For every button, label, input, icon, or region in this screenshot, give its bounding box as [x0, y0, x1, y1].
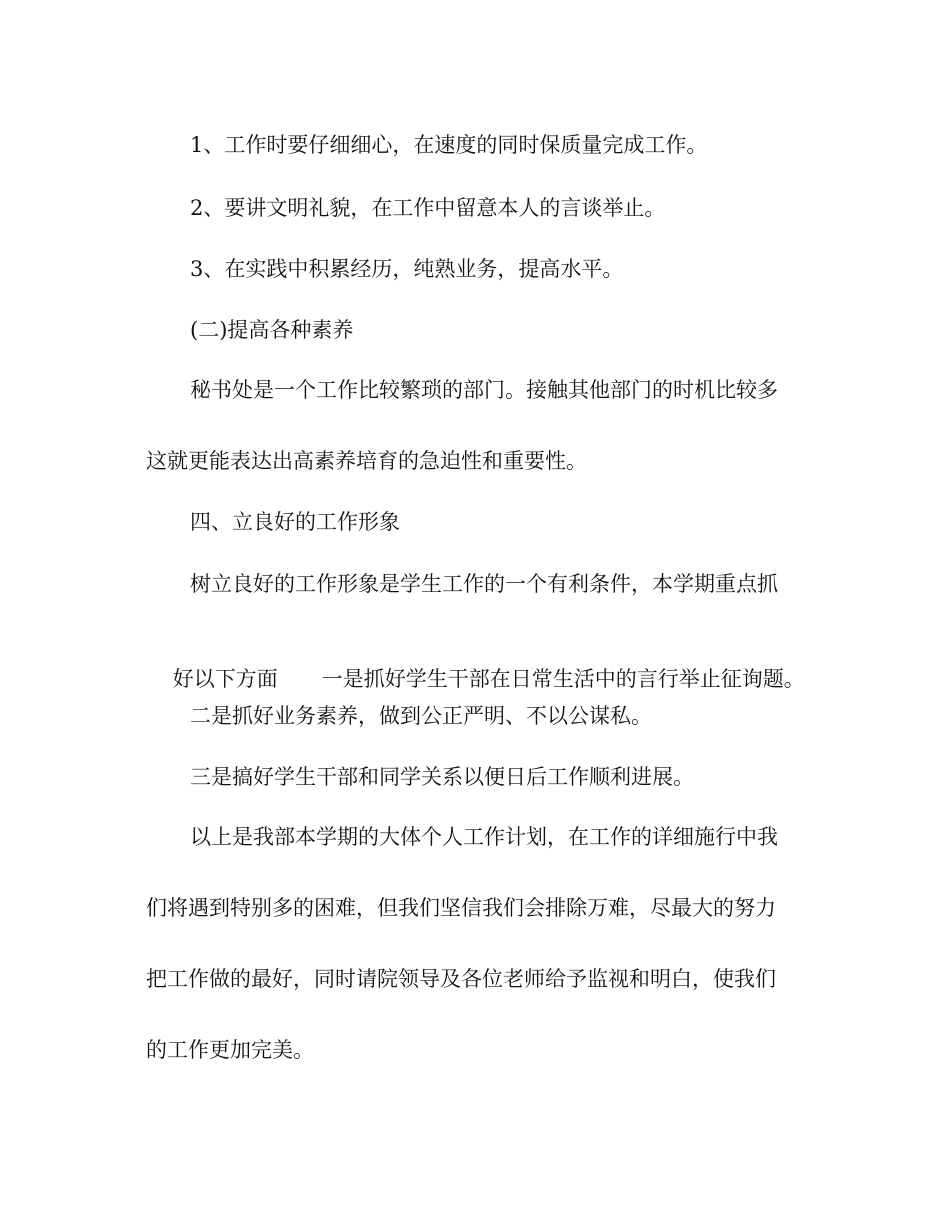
- paragraph-line: 树立良好的工作形象是学生工作的一个有利条件，本学期重点抓: [190, 572, 778, 596]
- paragraph-line: 们将遇到特别多的困难，但我们坚信我们会排除万难，尽最大的努力: [146, 896, 776, 920]
- section-heading: (二)提高各种素养: [190, 318, 354, 342]
- paragraph-line: 秘书处是一个工作比较繁琐的部门。接触其他部门的时机比较多: [190, 378, 778, 402]
- paragraph-line: 1、工作时要仔细细心，在速度的同时保质量完成工作。: [190, 133, 708, 157]
- paragraph-line: 三是搞好学生干部和同学关系以便日后工作顺利进展。: [190, 765, 694, 789]
- paragraph-line: 2、要讲文明礼貌，在工作中留意本人的言谈举止。: [190, 196, 666, 220]
- paragraph-line: 把工作做的最好，同时请院领导及各位老师给予监视和明白，使我们: [146, 967, 776, 991]
- section-heading: 四、立良好的工作形象: [190, 510, 400, 534]
- paragraph-segment: 一是抓好学生干部在日常生活中的言行举止征询题。: [321, 667, 805, 691]
- paragraph-line: 的工作更加完美。: [146, 1038, 314, 1062]
- paragraph-line: 这就更能表达出高素养培育的急迫性和重要性。: [146, 449, 587, 473]
- paragraph-segment: 好以下方面: [172, 667, 278, 691]
- paragraph-line: 3、在实践中积累经历，纯熟业务，提高水平。: [190, 257, 624, 281]
- paragraph-line: 以上是我部本学期的大体个人工作计划，在工作的详细施行中我: [190, 825, 778, 849]
- paragraph-line: 二是抓好业务素养，做到公正严明、不以公谋私。: [190, 704, 652, 728]
